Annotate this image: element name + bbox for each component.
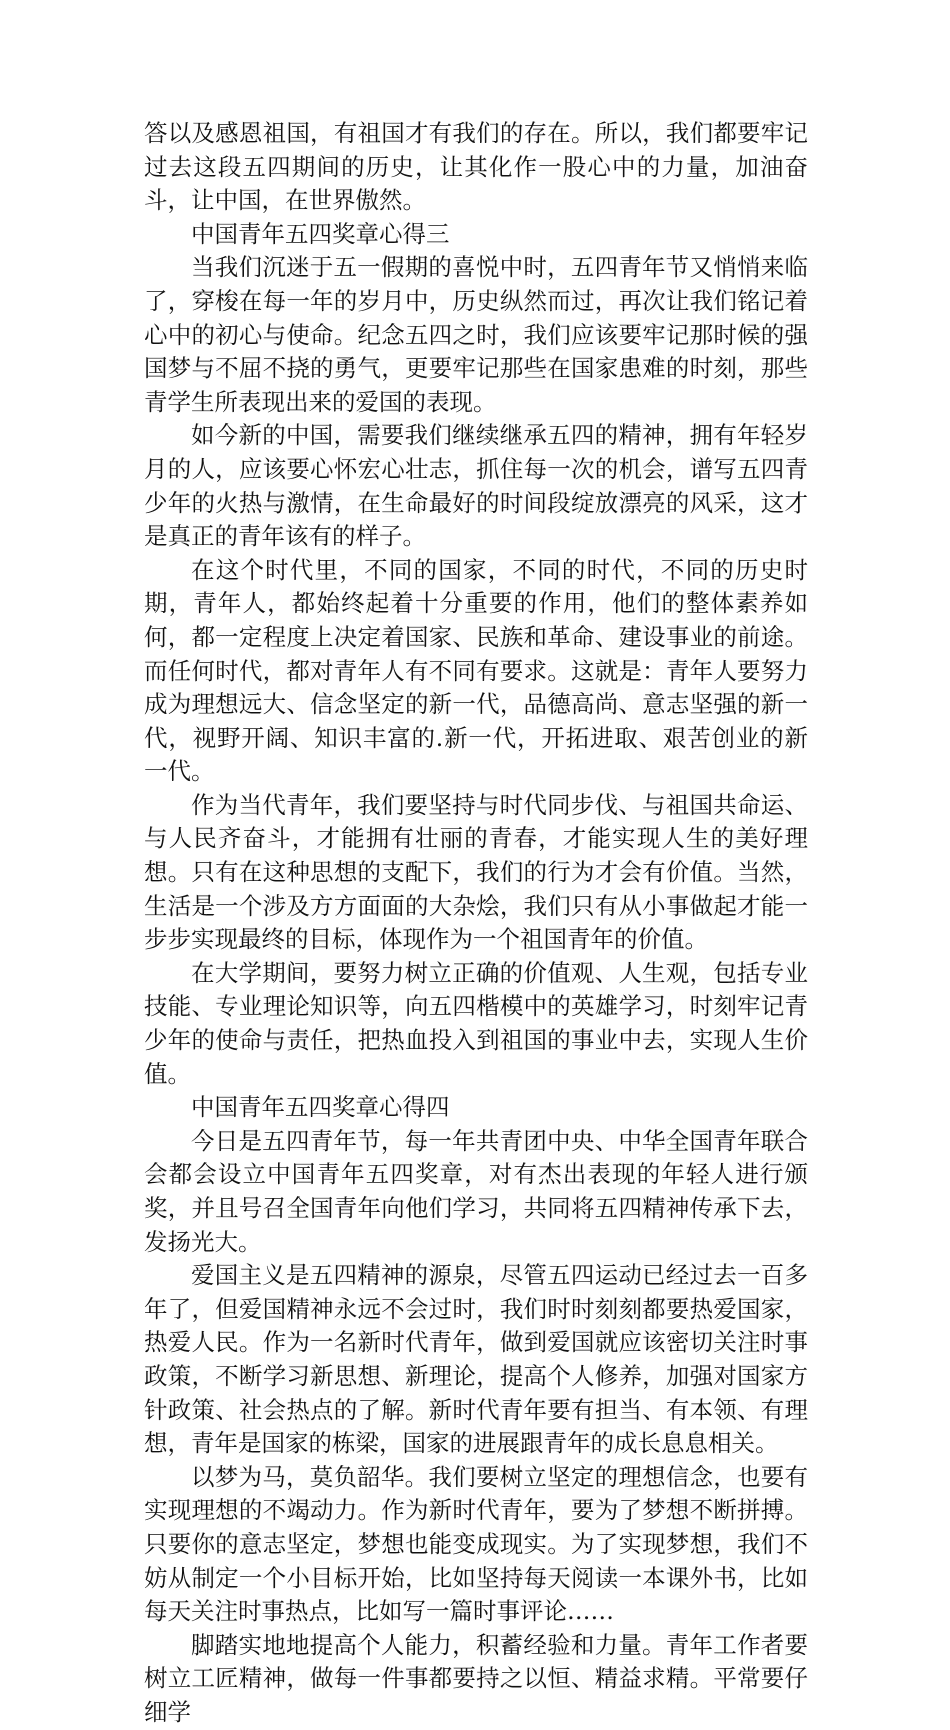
paragraph: 在大学期间，要努力树立正确的价值观、人生观，包括专业技能、专业理论知识等，向五四楷模中的英雄学习，时刻牢记青少年的使命与责任，把热血投入到祖国的事业中去，实现人生价值。 (144, 958, 808, 1088)
paragraph-continuation: 答以及感恩祖国，有祖国才有我们的存在。所以，我们都要牢记过去这段五四期间的历史，让其化作一股心中的力量，加油奋斗，让中国，在世界傲然。 (144, 119, 808, 215)
paragraph: 今日是五四青年节，每一年共青团中央、中华全国青年联合会都会设立中国青年五四奖章，对有杰出表现的年轻人进行颁奖，并且号召全国青年向他们学习，共同将五四精神传承下去，发扬光大。 (144, 1126, 808, 1256)
paragraph: 作为当代青年，我们要坚持与时代同步伐、与祖国共命运、与人民齐奋斗，才能拥有壮丽的青春，才能实现人生的美好理想。只有在这种思想的支配下，我们的行为才会有价值。当然，生活是一个涉及方方面面的大杂烩，我们只有从小事做起才能一步步实现最终的目标，体现作为一个祖国青年的价值。 (144, 790, 808, 954)
paragraph: 当我们沉迷于五一假期的喜悦中时，五四青年节又悄悄来临了，穿梭在每一年的岁月中，历史纵然而过，再次让我们铭记着心中的初心与使命。纪念五四之时，我们应该要牢记那时候的强国梦与不屈不挠的勇气，更要牢记那些在国家患难的时刻，那些青学生所表现出来的爱国的表现。 (144, 253, 808, 416)
paragraph: 如今新的中国，需要我们继续继承五四的精神，拥有年轻岁月的人，应该要心怀宏心壮志，抓住每一次的机会，谱写五四青少年的火热与激情，在生命最好的时间段绽放漂亮的风采，这才是真正的青年该有的样子。 (144, 421, 808, 551)
paragraph: 爱国主义是五四精神的源泉，尽管五四运动已经过去一百多年了，但爱国精神永远不会过时，我们时时刻刻都要热爱国家，热爱人民。作为一名新时代青年，做到爱国就应该密切关注时事政策，不断学习新思想、新理论，提高个人修养，加强对国家方针政策、社会热点的了解。新时代青年要有担当、有本领、有理想，青年是国家的栋梁，国家的进展跟青年的成长息息相关。 (144, 1261, 808, 1458)
section-heading-4: 中国青年五四奖章心得四 (191, 1093, 450, 1122)
paragraph: 在这个时代里，不同的国家，不同的时代，不同的历史时期，青年人，都始终起着十分重要的作用，他们的整体素养如何，都一定程度上决定着国家、民族和革命、建设事业的前途。而任何时代，都对青年人有不同有要求。这就是：青年人要努力成为理想远大、信念坚定的新一代，品德高尚、意志坚强的新一代，视野开阔、知识丰富的.新一代，开拓进取、艰苦创业的新一代。 (144, 555, 808, 786)
section-heading-3: 中国青年五四奖章心得三 (191, 219, 450, 248)
paragraph: 脚踏实地地提高个人能力，积蓄经验和力量。青年工作者要树立工匠精神，做每一件事都要持之以恒、精益求精。平常要仔细学 (144, 1630, 808, 1726)
document-body (144, 117, 808, 1730)
paragraph: 以梦为马，莫负韶华。我们要树立坚定的理想信念，也要有实现理想的不竭动力。作为新时代青年，要为了梦想不断拼搏。只要你的意志坚定，梦想也能变成现实。为了实现梦想，我们不妨从制定一个小目标开始，比如坚持每天阅读一本课外书，比如每天关注时事热点，比如写一篇时事评论…… (144, 1462, 808, 1626)
